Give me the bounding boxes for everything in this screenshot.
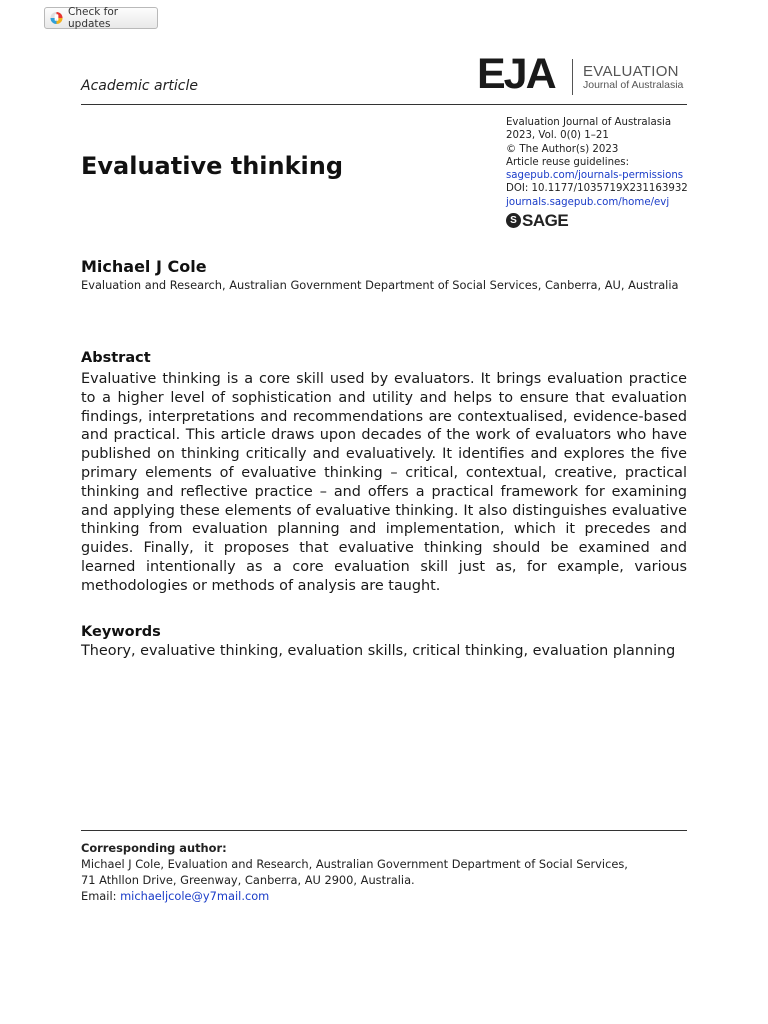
article-type: Academic article [81,78,198,94]
footnote-divider [81,830,687,831]
logo-divider [572,59,573,95]
email-label: Email: [81,889,117,903]
meta-volume: 2023, Vol. 0(0) 1–21 [506,130,609,142]
author-name: Michael J Cole [81,257,207,276]
header-divider [81,104,687,105]
meta-reuse-label: Article reuse guidelines: [506,156,630,168]
abstract-heading: Abstract [81,350,151,366]
email-link[interactable]: michaeljcole@y7mail.com [120,889,270,903]
logo-subtitle: Journal of Australasia [583,79,684,91]
logo-mark: EJA [477,50,555,98]
corresponding-label: Corresponding author: [81,841,227,855]
reuse-guidelines-link[interactable]: sagepub.com/journals-permissions [506,170,684,182]
keywords-text: Theory, evaluative thinking, evaluation skills, critical thinking, evaluation planning [81,643,676,659]
crossmark-icon [50,11,63,25]
journal-logo [477,50,692,98]
publisher-logo [506,210,696,230]
sage-icon: S [506,213,521,228]
article-title: Evaluative thinking [81,152,344,180]
logo-name: EVALUATION [583,63,679,80]
meta-journal: Evaluation Journal of Australasia [506,117,672,128]
journal-metadata [506,116,696,228]
check-for-updates-button[interactable] [44,7,158,29]
check-for-updates-label: Check for updates [68,6,119,30]
meta-doi: DOI: 10.1177/1035719X231163932 [506,183,688,195]
keywords-heading: Keywords [81,624,161,640]
corresponding-address-line1: Michael J Cole, Evaluation and Research, Australian Government Department of Social Services, [81,857,628,871]
journal-homepage-link[interactable]: journals.sagepub.com/home/evj [506,196,670,208]
abstract-text: Evaluative thinking is a core skill used by evaluators. It brings evaluation practice to a higher level of sophistication and utility and helps to ensure that evaluation findings, interpretations and recommendations are contextualised, evidence-based and practical. This article draws upon decades of the work of evaluators who have published on thinking critically and evaluatively. It identifies and explores the five primary elements of evaluative thinking – critical, contextual, creative, practical thinking and reflective practice – and offers a practical framework for examining and applying these elements of evaluative thinking. It also distinguishes evaluative thinking from evaluation planning and implementation, which it precedes and guides. Finally, it proposes that evaluative thinking should be examined and learned intentionally as a core evaluation skill just as, for example, various methodologies or methods of analysis are taught. [81,371,687,594]
corresponding-author [81,840,701,904]
author-affiliation: Evaluation and Research, Australian Government Department of Social Services, Canberra, AU, Australia [81,278,679,292]
corresponding-address-line2: 71 Athllon Drive, Greenway, Canberra, AU 2900, Australia. [81,873,415,887]
meta-copyright: © The Author(s) 2023 [506,143,619,155]
publisher-name: SAGE [522,210,569,230]
